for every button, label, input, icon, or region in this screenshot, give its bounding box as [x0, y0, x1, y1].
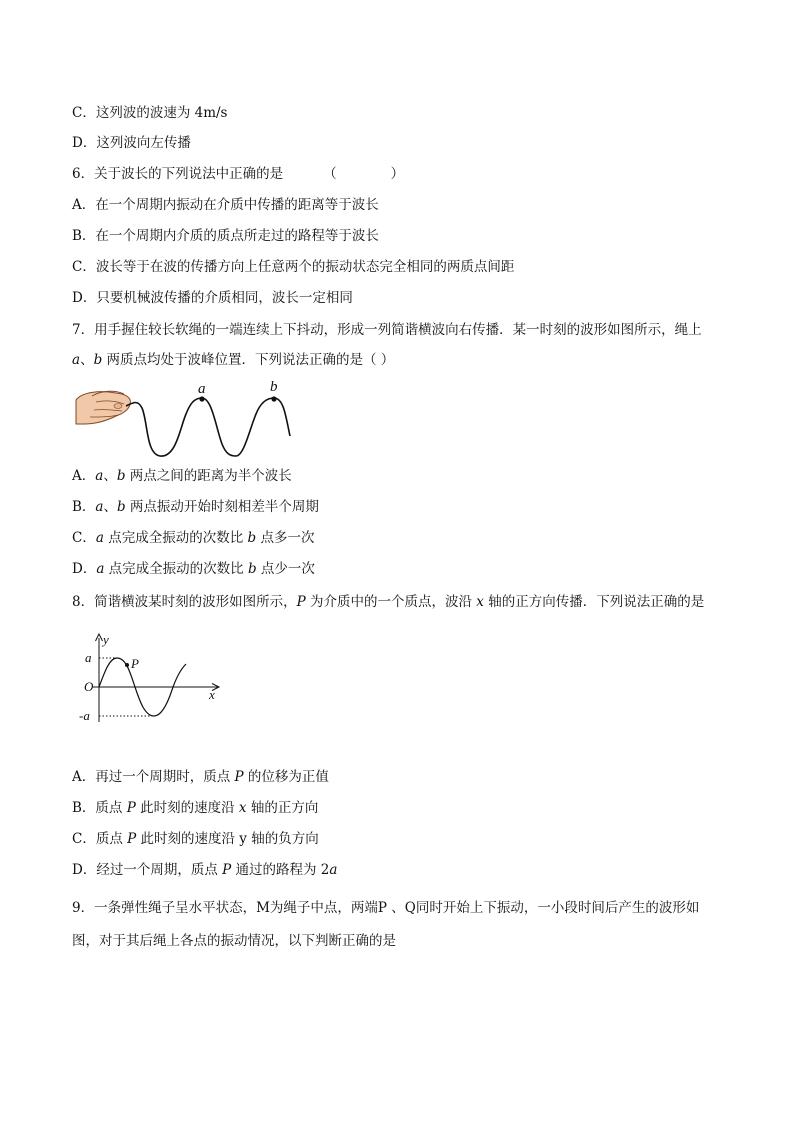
label-p: P: [131, 656, 139, 671]
q7-option-c-prefix: C．: [72, 530, 96, 546]
label-y: y: [103, 632, 109, 647]
q8-option-d-amplitude: a: [329, 862, 338, 878]
q8-option-a-point-p: P: [234, 769, 244, 785]
q6-option-b: B．在一个周期内介质的质点所走过的路程等于波长: [72, 228, 379, 244]
q7-option-a-prefix: A．: [72, 468, 96, 484]
q7-sep: 、: [80, 352, 94, 368]
label-a: a: [85, 650, 92, 665]
q7-option-a-sep: 、: [103, 468, 117, 484]
rope-wave: [126, 398, 290, 456]
q7-option-b-point-b: b: [116, 499, 126, 515]
q8-stem: [72, 592, 704, 612]
q6-stem-text: 6．关于波长的下列说法中正确的是: [72, 166, 284, 182]
figure-label-a: a: [198, 381, 206, 397]
q6-option-d: D．只要机械波传播的介质相同，波长一定相同: [72, 290, 353, 306]
q8-option-c: [72, 829, 319, 849]
q8-option-c-text: 此时刻的速度沿 y 轴的负方向: [136, 831, 319, 847]
q7-option-d-point-a: a: [96, 561, 105, 577]
q7-option-a-point-a: a: [95, 468, 104, 484]
q7-option-c: [72, 528, 314, 548]
q8-option-d: [72, 860, 337, 880]
q6-answer-blank: （ ）: [323, 166, 405, 182]
hand-icon: [76, 391, 130, 424]
q6-option-a: A．在一个周期内振动在介质中传播的距离等于波长: [72, 197, 379, 213]
q7-option-d: [72, 559, 315, 579]
q8-stem-point-p: P: [296, 594, 306, 610]
point-b-dot: [271, 396, 276, 401]
q8-option-b-mid: 此时刻的速度沿: [135, 800, 239, 816]
q8-stem-rest: 轴的正方向传播．下列说法正确的是: [483, 594, 705, 610]
q8-stem-axis-x: x: [476, 594, 484, 610]
q8-option-a: [72, 767, 329, 787]
figure-label-b: b: [270, 379, 278, 395]
q7-option-d-prefix: D．: [72, 561, 97, 577]
q8-option-b-point-p: P: [126, 800, 136, 816]
q7-option-d-text: 点少一次: [256, 561, 315, 577]
q6-stem: [72, 164, 404, 184]
q7-option-b: [72, 497, 319, 517]
q8-option-b-text: 轴的正方向: [246, 800, 319, 816]
q9-stem: 9．一条弹性绳子呈水平状态，M为绳子中点，两端P 、Q同时开始上下振动，一小段时间后产生的波形如图，对于其后绳上各点的振动情况，以下判断正确的是: [72, 900, 700, 949]
point-p-dot: [125, 663, 129, 667]
q6-option-c: C．波长等于在波的传播方向上任意两个的振动状态完全相同的两质点间距: [72, 259, 515, 275]
q8-option-b: [72, 798, 318, 818]
q8-option-c-point-p: P: [127, 831, 137, 847]
q7-stem-line2: [72, 350, 394, 370]
q7-rope-wave-figure: [72, 378, 302, 460]
q8-wave-graph-figure: [76, 632, 226, 724]
q8-stem-mid: 为介质中的一个质点，波沿: [305, 594, 477, 610]
q8-option-c-pre: C．质点: [72, 831, 128, 847]
q7-option-b-prefix: B．: [72, 499, 96, 515]
q8-option-d-pre: D．经过一个周期，质点: [72, 862, 223, 878]
q5-option-c: C．这列波的波速为 4m/s: [72, 105, 228, 121]
q7-stem-rest: 两质点均处于波峰位置．下列说法正确的是（ ）: [102, 352, 395, 368]
q7-option-c-mid: 点完成全振动的次数比: [103, 530, 248, 546]
q7-option-c-point-b: b: [247, 530, 257, 546]
q7-option-b-sep: 、: [103, 499, 117, 515]
q8-option-b-pre: B．质点: [72, 800, 127, 816]
q7-option-a-point-b: b: [116, 468, 126, 484]
q7-option-d-mid: 点完成全振动的次数比: [104, 561, 248, 577]
q7-stem-line1: 7．用手握住较长软绳的一端连续上下抖动，形成一列简谐横波向右传播．某一时刻的波形如图所示，绳上: [72, 322, 702, 338]
q8-option-b-axis-x: x: [238, 800, 247, 816]
q8-option-d-mid: 通过的路程为 2: [231, 862, 330, 878]
label-neg-a: -a: [79, 708, 90, 723]
q8-option-d-point-p: P: [222, 862, 232, 878]
q7-option-c-text: 点多一次: [256, 530, 315, 546]
q7-option-a: [72, 466, 292, 486]
q8-option-a-text: 的位移为正值: [243, 769, 329, 785]
q7-option-b-point-a: a: [95, 499, 104, 515]
q8-option-a-pre: A．再过一个周期时，质点: [72, 769, 235, 785]
q7-option-b-text: 两点振动开始时刻相差半个周期: [125, 499, 319, 515]
label-origin: O: [84, 679, 94, 694]
q7-option-d-point-b: b: [247, 561, 257, 577]
point-a-dot: [199, 396, 204, 401]
q5-option-d: D．这列波向左传播: [72, 135, 191, 151]
q7-point-a: a: [72, 352, 81, 368]
q7-option-a-text: 两点之间的距离为半个波长: [125, 468, 292, 484]
label-x: x: [209, 687, 215, 702]
q8-stem-pre: 8．简谐横波某时刻的波形如图所示，: [72, 594, 297, 610]
q7-point-b: b: [93, 352, 103, 368]
q7-option-c-point-a: a: [95, 530, 104, 546]
